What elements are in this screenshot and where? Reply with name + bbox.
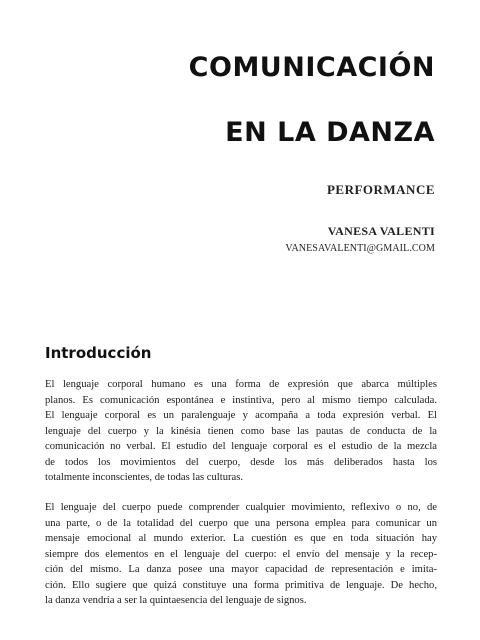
author-email: VANESAVALENTI@GMAIL.COM <box>285 243 435 254</box>
paragraph-line: siempre dos elementos en el lenguaje del cuerpo: el envío del mensaje y la recep- <box>45 548 437 560</box>
paragraph-line: El lenguaje corporal humano es una forma de expresión que abarca múltiples <box>45 379 437 390</box>
paragraph-line: ción. Ello sugiere que quizá constituye una forma primitiva de lenguaje. De hecho, <box>45 579 437 591</box>
title-line-1: COMUNICACIÓN <box>188 52 435 83</box>
paragraph-line: El lenguaje del cuerpo puede comprender cualquier movimiento, reflexivo o no, de <box>45 502 437 513</box>
paragraph-line: planos. Es comunicación espontánea e instintiva, pero al mismo tiempo calculada. <box>45 394 437 406</box>
title-line-2: EN LA DANZA <box>225 117 435 148</box>
paragraph-2 <box>45 500 437 609</box>
paragraph-line: totalmente inconscientes, de todas las culturas. <box>45 472 243 483</box>
subtitle: PERFORMANCE <box>326 182 435 197</box>
paragraph-line: comunicación no verbal. El estudio del lenguaje corporal es el estudio de la mezcla <box>45 441 437 452</box>
paragraph-line: El lenguaje corporal es un paralenguaje y acompaña a toda expresión verbal. El <box>45 410 437 421</box>
paragraph-line: lenguaje del cuerpo y la kinésia tienen como base las pautas de conducta de la <box>45 425 437 437</box>
paragraph-line: la danza vendría a ser la quintaesencia del lenguaje de signos. <box>45 595 307 606</box>
paragraph-1 <box>45 377 437 486</box>
author-name: VANESA VALENTI <box>327 224 435 238</box>
paragraph-line: de todos los movimientos del cuerpo, desde los más deliberados hasta los <box>45 456 437 468</box>
section-heading: Introducción <box>45 344 152 362</box>
paragraph-line: ción del mismo. La danza posee una mayor capacidad de representación e imita- <box>45 564 437 575</box>
paragraph-line: una parte, o de la totalidad del cuerpo que una persona emplea para comunicar un <box>45 517 437 529</box>
paragraph-line: mensaje emocional al mundo exterior. La cuestión es que en toda situación hay <box>45 533 437 544</box>
